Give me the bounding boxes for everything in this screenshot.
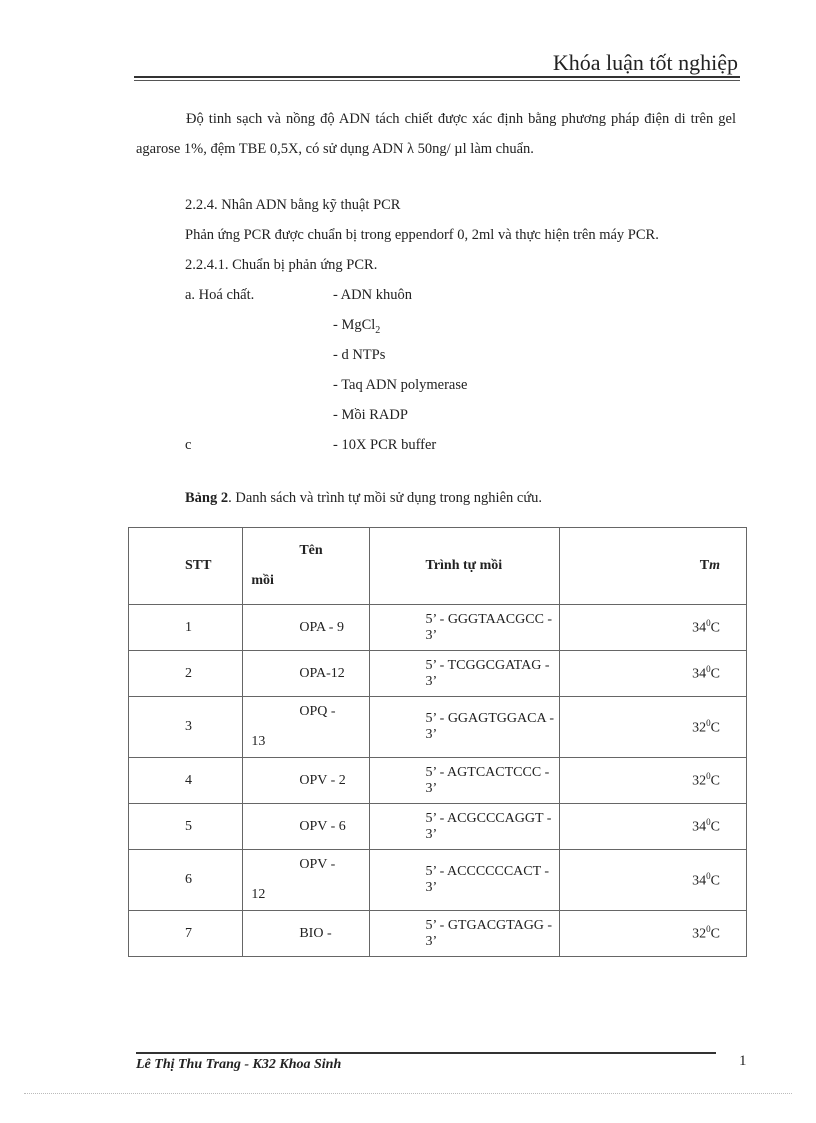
chemicals-label-a: a. Hoá chất. bbox=[185, 287, 255, 303]
page-edge-divider bbox=[24, 1093, 792, 1094]
chemical-item-mgcl2: - MgCl$_2$ bbox=[333, 317, 381, 336]
table-row: 4 OPV - 2 5’ - AGTCACTCCC - 3’ $32^0C$ bbox=[129, 758, 747, 804]
section-heading-224: 2.2.4. Nhân ADN bằng kỹ thuật PCR bbox=[185, 197, 401, 213]
table-row: 7 BIO - 5’ - GTGACGTAGG - 3’ $32^0C$ bbox=[129, 911, 747, 957]
header-stt: STT bbox=[129, 528, 243, 605]
pcr-sentence: Phản ứng PCR được chuẩn bị trong eppendorf 0, 2ml và thực hiện trên máy PCR. bbox=[185, 227, 659, 243]
footer-rule bbox=[136, 1052, 716, 1054]
table-header-row bbox=[129, 528, 747, 605]
table-row: 2 OPA-12 5’ - TCGGCGATAG - 3’ $34^0C$ bbox=[129, 651, 747, 697]
chemicals-label-c: c bbox=[185, 437, 192, 453]
chemical-item: - Taq ADN polymerase bbox=[333, 377, 468, 393]
header-title: Khóa luận tốt nghiệp bbox=[552, 50, 738, 75]
footer-author: Lê Thị Thu Trang - K32 Khoa Sinh bbox=[136, 1057, 342, 1072]
header-tm: Tm bbox=[559, 528, 746, 605]
page-number: 1 bbox=[739, 1053, 747, 1069]
table-row: 5 OPV - 6 5’ - ACGCCCAGGT - 3’ $34^0C$ bbox=[129, 804, 747, 850]
section-heading-2241: 2.2.4.1. Chuẩn bị phản ứng PCR. bbox=[185, 257, 378, 273]
header-primer-name: Tên mồi bbox=[243, 528, 369, 605]
intro-paragraph: Độ tinh sạch và nồng độ ADN tách chiết được xác định bằng phương pháp điện di trên gel agarose 1%, đệm TBE 0,5X, có sử dụng ADN λ 50ng/ µl làm chuẩn. bbox=[136, 111, 736, 157]
chemical-item: - Mồi RADP bbox=[333, 407, 408, 423]
chemical-item: - d NTPs bbox=[333, 347, 386, 363]
header-sequence: Trình tự mồi bbox=[369, 528, 559, 605]
header-rule-thin bbox=[134, 80, 740, 81]
header-rule bbox=[134, 76, 740, 78]
table-row: 3 OPQ - 13 5’ - GGAGTGGACA - 3’ $32^0C$ bbox=[129, 697, 747, 758]
primer-table bbox=[128, 527, 747, 957]
table-caption: Bảng 2. Danh sách và trình tự mồi sử dụng trong nghiên cứu. bbox=[185, 490, 543, 506]
chemical-item: - ADN khuôn bbox=[333, 287, 412, 303]
table-row: 1 OPA - 9 5’ - GGGTAACGCC - 3’ $34^0C$ bbox=[129, 605, 747, 651]
table-row: 6 OPV - 12 5’ - ACCCCCCACT - 3’ $34^0C$ bbox=[129, 850, 747, 911]
chemical-item: - 10X PCR buffer bbox=[333, 437, 437, 453]
